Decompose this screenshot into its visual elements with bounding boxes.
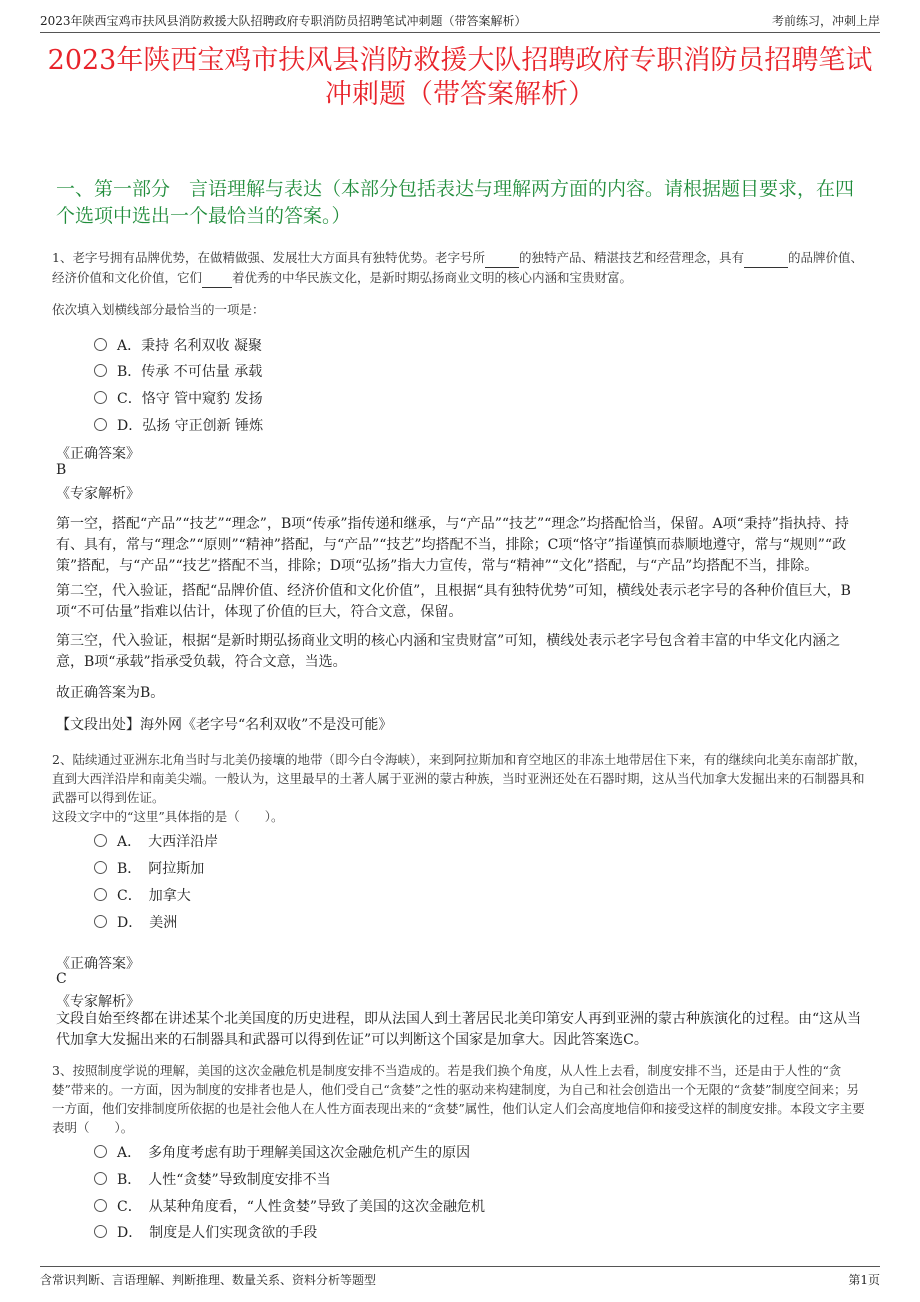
- q1-explanation-4: 故正确答案为B。: [56, 685, 165, 701]
- q3-option-d[interactable]: D． 制度是人们实现贪欲的手段: [94, 1222, 317, 1242]
- radio-icon[interactable]: [94, 418, 107, 431]
- blank-2: [744, 248, 788, 268]
- q1-source: 【文段出处】海外网《老字号“名利双收”不是没可能》: [56, 717, 393, 733]
- header-doc-title: 2023年陕西宝鸡市扶风县消防救援大队招聘政府专职消防员招聘笔试冲刺题（带答案解析）: [40, 14, 527, 28]
- q3-option-b[interactable]: B． 人性“贪婪”导致制度安排不当: [94, 1169, 331, 1189]
- question-1-stem: 1、老字号拥有品牌优势，在做精做强、发展壮大方面具有独特优势。老字号所 的独特产品、精湛技艺和经营理念，具有 的品牌价值、经济价值和文化价值，它们 着优秀的中华民族文化，是新时期弘扬商业文明的核心内涵和宝贵财富。: [52, 248, 870, 288]
- q1-answer-label: 《正确答案》: [56, 446, 140, 462]
- page-header: [40, 10, 880, 33]
- q1-option-a[interactable]: A．秉持 名利双收 凝聚: [94, 335, 262, 355]
- radio-icon[interactable]: [94, 834, 107, 847]
- radio-icon[interactable]: [94, 338, 107, 351]
- radio-icon[interactable]: [94, 1145, 107, 1158]
- blank-3: [202, 268, 232, 288]
- question-2-stem: 2、陆续通过亚洲东北角当时与北美仍接壤的地带（即今白令海峡），来到阿拉斯加和育空地区的非冻土地带居住下来，有的继续向北美东南部扩散，直到大西洋沿岸和南美尖端。一般认为，这里最早的土著人属于亚洲的蒙古种族，当时亚洲还处在石器时期，这从当代加拿大发掘出来的石制器具和武器可以得到佐证。: [52, 752, 867, 805]
- q3-option-a[interactable]: A． 多角度考虑有助于理解美国这次金融危机产生的原因: [94, 1142, 470, 1162]
- q1-option-c[interactable]: C．恪守 管中窥豹 发扬: [94, 388, 263, 408]
- q1-explanation-3: 第三空，代入验证，根据“是新时期弘扬商业文明的核心内涵和宝贵财富”可知，横线处表示老字号包含着丰富的中华文化内涵之意，B项“承载”指承受负载，符合文意，当选。: [56, 633, 841, 670]
- document-title: 2023年陕西宝鸡市扶风县消防救援大队招聘政府专职消防员招聘笔试冲刺题（带答案解析）: [47, 45, 873, 110]
- question-2-question: 这段文字中的“这里”具体指的是（ ）。: [52, 809, 284, 824]
- q2-option-c[interactable]: C． 加拿大: [94, 885, 191, 905]
- q2-answer: C: [56, 971, 67, 987]
- blank-1: [485, 248, 519, 268]
- q1-explanation-2: 第二空，代入验证，搭配“品牌价值、经济价值和文化价值”，且根据“具有独特优势”可知，横线处表示老字号的各种价值巨大，B项“不可估量”指难以估计，体现了价值的巨大，符合文意，保留。: [56, 583, 851, 620]
- q2-option-a[interactable]: A． 大西洋沿岸: [94, 831, 218, 851]
- q1-expert-label: 《专家解析》: [56, 486, 140, 502]
- question-1-prompt: 依次填入划横线部分最恰当的一项是：: [52, 302, 265, 317]
- question-3-stem: 3、按照制度学说的理解，美国的这次金融危机是制度安排不当造成的。若是我们换个角度，从人性上去看，制度安排不当，还是由于人性的“贪婪”带来的。一方面，因为制度的安排者也是人，他们受自己“贪婪”之性的驱动来构建制度，为自己和社会创造出一个无限的“贪婪”制度空间来；另一方面，他们安排制度所依据的也是社会他人在人性方面表现出来的“贪婪”属性，他们认定人们会高度地信仰和接受这样的制度安排。本段文字主要表明（ ）。: [52, 1063, 865, 1135]
- page-footer: [40, 1266, 880, 1287]
- radio-icon[interactable]: [94, 1172, 107, 1185]
- radio-icon[interactable]: [94, 861, 107, 874]
- header-slogan: 考前练习，冲刺上岸: [771, 14, 880, 28]
- q2-option-b[interactable]: B． 阿拉斯加: [94, 858, 204, 878]
- q2-explanation: 文段自始至终都在讲述某个北美国度的历史进程，即从法国人到土著居民北美印第安人再到亚洲的蒙古种族演化的过程。由“这从当代加拿大发掘出来的石制器具和武器可以得到佐证”可以判断这个国家是加拿大。因此答案选C。: [56, 1011, 862, 1048]
- radio-icon[interactable]: [94, 915, 107, 928]
- q2-answer-label: 《正确答案》: [56, 956, 140, 972]
- q3-option-c[interactable]: C． 从某种角度看，“人性贪婪”导致了美国的这次金融危机: [94, 1196, 485, 1216]
- q2-expert-label: 《专家解析》: [56, 994, 140, 1010]
- page-number: 第1页: [848, 1273, 880, 1287]
- q1-answer: B: [56, 462, 67, 478]
- radio-icon[interactable]: [94, 888, 107, 901]
- q1-option-b[interactable]: B．传承 不可估量 承载: [94, 361, 262, 381]
- section-heading: 一、第一部分 言语理解与表达（本部分包括表达与理解两方面的内容。请根据题目要求，在四个选项中选出一个最恰当的答案。）: [56, 178, 855, 227]
- q1-option-d[interactable]: D．弘扬 守正创新 锤炼: [94, 415, 263, 435]
- radio-icon[interactable]: [94, 1225, 107, 1238]
- radio-icon[interactable]: [94, 364, 107, 377]
- footer-note: 含常识判断、言语理解、判断推理、数量关系、资料分析等题型: [40, 1273, 377, 1287]
- q1-explanation-1: 第一空，搭配“产品”“技艺”“理念”，B项“传承”指传递和继承，与“产品”“技艺”“理念”均搭配恰当，保留。A项“秉持”指执持、持有、具有，常与“理念”“原则”“精神”搭配，与“产品”“技艺”均搭配不当，排除；C项“恪守”指谨慎而恭顺地遵守，常与“规则”“政策”搭配，与“产品”“技艺”搭配不当，排除；D项“弘扬”指大力宣传，常与“精神”“文化”搭配，与“产品”均搭配不当，排除。: [56, 516, 849, 574]
- radio-icon[interactable]: [94, 1199, 107, 1212]
- q2-option-d[interactable]: D． 美洲: [94, 912, 177, 932]
- radio-icon[interactable]: [94, 391, 107, 404]
